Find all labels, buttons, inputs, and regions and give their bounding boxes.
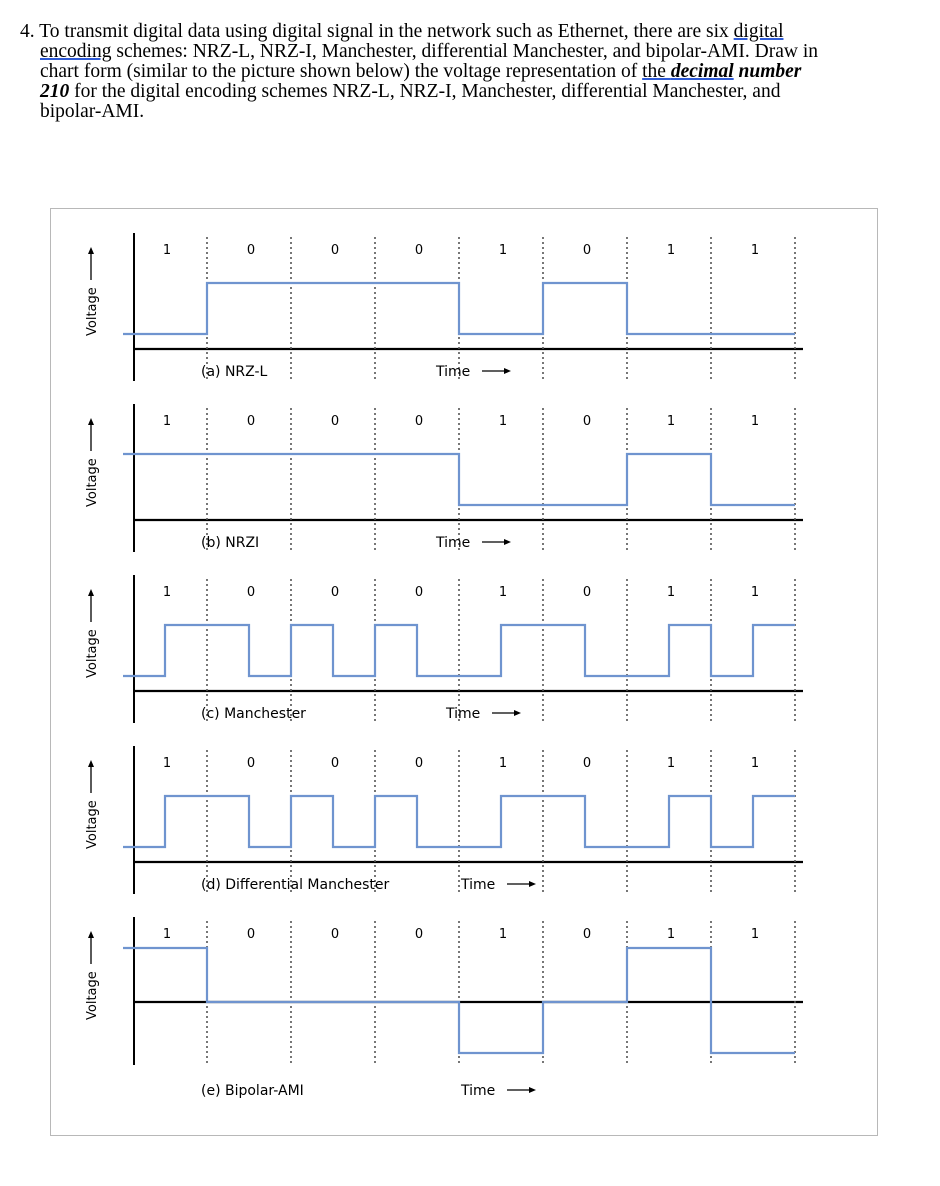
nrzi-bit-label: 1	[750, 414, 760, 429]
manchester-time-label: Time	[446, 706, 481, 722]
nrzi-time-arrow-icon	[504, 539, 511, 545]
question-line-3: chart form (similar to the picture shown below) the voltage representation of the decimal number	[40, 61, 802, 82]
nrz-l-bit-label: 1	[498, 243, 508, 258]
nrzi-caption: (b) NRZI	[201, 535, 260, 551]
bipolar-ami-bit-label: 1	[162, 927, 172, 942]
differential-manchester-voltage-arrow-icon	[88, 760, 94, 767]
nrzi-bit-label: 0	[330, 414, 340, 429]
bipolar-ami-voltage-label-group	[85, 931, 100, 1020]
bipolar-ami-caption: (e) Bipolar-AMI	[201, 1083, 304, 1099]
differential-manchester-voltage-label-group	[85, 760, 100, 849]
nrz-l-voltage-label: Voltage	[85, 287, 100, 336]
nrzi-bit-label: 1	[666, 414, 676, 429]
differential-manchester-bit-label: 0	[582, 756, 592, 771]
manchester-bit-label: 1	[162, 585, 172, 600]
bipolar-ami-bit-label: 0	[330, 927, 340, 942]
differential-manchester-bit-label: 1	[750, 756, 760, 771]
nrz-l-bit-label: 1	[750, 243, 760, 258]
manchester-voltage-label: Voltage	[85, 629, 100, 678]
nrz-l-bit-label: 1	[666, 243, 676, 258]
differential-manchester-bit-label: 0	[330, 756, 340, 771]
question-line-4: 210 for the digital encoding schemes NRZ-L, NRZ-I, Manchester, differential Manchester, and	[40, 81, 781, 102]
nrzi-voltage-arrow-icon	[88, 418, 94, 425]
manchester-voltage-arrow-icon	[88, 589, 94, 596]
nrz-l-bit-label: 1	[162, 243, 172, 258]
bipolar-ami-bit-label: 0	[414, 927, 424, 942]
nrz-l-caption: (a) NRZ-L	[201, 364, 268, 380]
manchester-caption: (c) Manchester	[201, 706, 306, 722]
nrzi-bit-label: 0	[414, 414, 424, 429]
manchester-bit-label: 0	[246, 585, 256, 600]
bipolar-ami-bit-label: 0	[246, 927, 256, 942]
nrz-l-signal	[123, 283, 795, 334]
manchester-bit-label: 1	[750, 585, 760, 600]
nrz-l-bit-label: 0	[582, 243, 592, 258]
encoding-figure	[50, 208, 878, 1136]
manchester-bit-label: 0	[330, 585, 340, 600]
differential-manchester-bit-label: 1	[162, 756, 172, 771]
bipolar-ami-time-label: Time	[461, 1083, 496, 1099]
bipolar-ami-bit-label: 1	[498, 927, 508, 942]
nrz-l-voltage-label-group	[85, 247, 100, 336]
nrzi-bit-label: 0	[246, 414, 256, 429]
manchester-bit-label: 1	[666, 585, 676, 600]
question-line-1: 4. To transmit digital data using digital signal in the network such as Ethernet, there are six digital	[20, 21, 784, 42]
question-line-2: encoding schemes: NRZ-L, NRZ-I, Manchester, differential Manchester, and bipolar-AMI. Draw in	[40, 41, 818, 62]
bipolar-ami-bit-label: 0	[582, 927, 592, 942]
manchester-time-arrow-icon	[514, 710, 521, 716]
nrzi-time-label: Time	[436, 535, 471, 551]
nrzi-bit-label: 1	[162, 414, 172, 429]
nrzi-voltage-label-group	[85, 418, 100, 507]
differential-manchester-bit-label: 1	[498, 756, 508, 771]
question-line-5: bipolar-AMI.	[40, 101, 145, 122]
nrz-l-bit-label: 0	[414, 243, 424, 258]
nrz-l-voltage-arrow-icon	[88, 247, 94, 254]
nrz-l-bit-label: 0	[330, 243, 340, 258]
encoding-chart	[51, 209, 876, 1134]
nrz-l-time-arrow-icon	[504, 368, 511, 374]
nrzi-bit-label: 0	[582, 414, 592, 429]
differential-manchester-voltage-label: Voltage	[85, 800, 100, 849]
differential-manchester-bit-label: 0	[414, 756, 424, 771]
differential-manchester-caption: (d) Differential Manchester	[201, 877, 390, 893]
differential-manchester-bit-label: 0	[246, 756, 256, 771]
nrz-l-bit-label: 0	[246, 243, 256, 258]
bipolar-ami-signal	[123, 948, 795, 1053]
nrzi-bit-label: 1	[498, 414, 508, 429]
bipolar-ami-bit-label: 1	[666, 927, 676, 942]
manchester-bit-label: 0	[414, 585, 424, 600]
manchester-voltage-label-group	[85, 589, 100, 678]
nrz-l-time-label: Time	[436, 364, 471, 380]
differential-manchester-time-arrow-icon	[529, 881, 536, 887]
differential-manchester-time-label: Time	[461, 877, 496, 893]
bipolar-ami-voltage-label: Voltage	[85, 971, 100, 1020]
bipolar-ami-bit-label: 1	[750, 927, 760, 942]
manchester-bit-label: 1	[498, 585, 508, 600]
differential-manchester-bit-label: 1	[666, 756, 676, 771]
manchester-bit-label: 0	[582, 585, 592, 600]
bipolar-ami-voltage-arrow-icon	[88, 931, 94, 938]
nrzi-voltage-label: Voltage	[85, 458, 100, 507]
question-text	[20, 22, 900, 122]
bipolar-ami-time-arrow-icon	[529, 1087, 536, 1093]
nrzi-signal	[123, 454, 795, 505]
